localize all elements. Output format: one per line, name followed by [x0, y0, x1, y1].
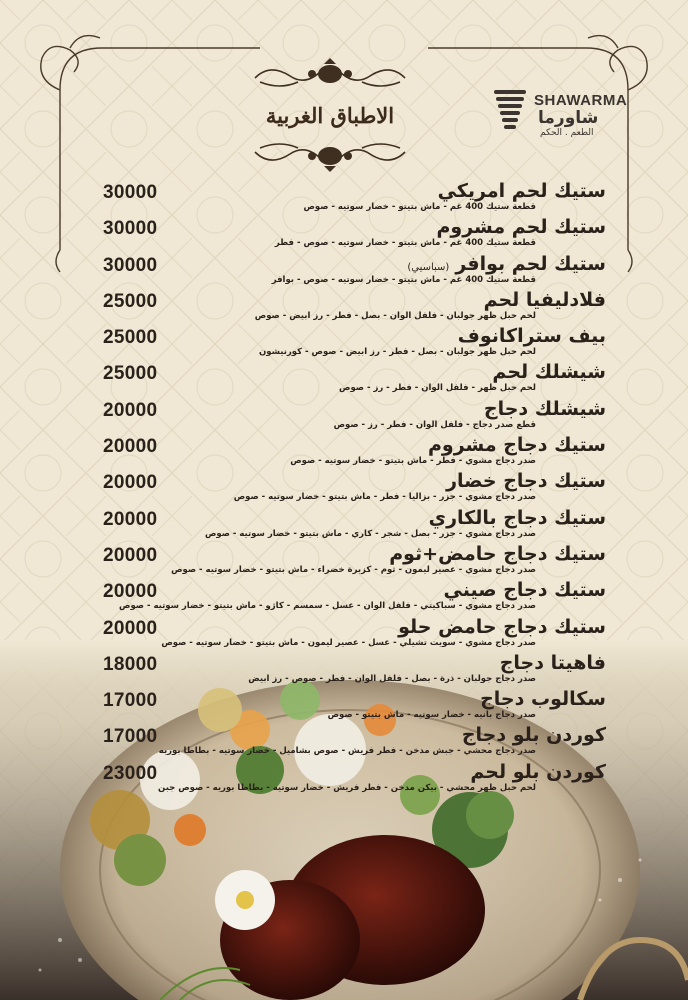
menu-item: [0, 577, 688, 613]
menu-item-price: 20000: [103, 617, 158, 639]
menu-item-name-text: شيشلك دجاج: [483, 397, 606, 420]
menu-item-name-text: ستيك دجاج حامض حلو: [398, 615, 606, 638]
menu-item-price: 25000: [103, 290, 158, 312]
menu-item-name-text: ستيك لحم بوافر: [455, 252, 606, 275]
logo-tagline: الطعم . الحكم: [540, 128, 594, 138]
menu-item-price: 23000: [103, 762, 158, 784]
menu-item-description: قطعة ستيك 400 غم - ماش بتيتو - خضار سوتيه - صوص - فطر: [274, 238, 536, 249]
menu-item-name: [444, 579, 606, 601]
menu-item-name: [462, 724, 606, 746]
menu-item-name-text: ستيك لحم امريكي: [437, 180, 606, 202]
menu-item-name-text: كوردن بلو دجاج: [461, 724, 606, 747]
menu-item: [0, 396, 688, 432]
menu-item: [0, 287, 688, 323]
menu-item-name: [429, 507, 606, 529]
menu-item-name: [398, 616, 606, 638]
menu-item-description: لحم حبل ظهر - فلفل الوان - فطر - رز - صوص: [339, 383, 536, 394]
menu-item-description: قطعة ستيك 400 غم - ماش بتيتو - خضار سوتيه - صوص: [303, 202, 536, 212]
page-title: الاطباق الغربية: [265, 103, 395, 128]
menu-item: [0, 359, 688, 395]
menu-item-note: (سباسيي): [407, 261, 450, 273]
menu-item-price: 20000: [103, 436, 158, 458]
menu-item-description: صدر دجاج بانيه - خضار سوتيه - ماش بتيتو - صوص: [327, 710, 536, 721]
menu-item-description: قطع صدر دجاج - فلفل الوان - فطر - رز - صوص: [333, 419, 536, 430]
menu-item-description: لحم حبل ظهر محشي - بيكن مدخن - فطر فريش - خضار سوتيه - بطاطا بوريه - صوص جبن: [158, 782, 536, 793]
logo-arabic: شاورما: [538, 108, 599, 128]
menu-item-description: لحم حبل ظهر جولبان - بصل - فطر - رز ابيض - صوص - كورنيشون: [259, 347, 536, 358]
menu-item-name-text: ستيك لحم مشروم: [436, 216, 606, 239]
menu-item-name-text: ستيك دجاج حامض+ثوم: [389, 542, 606, 565]
logo-english: SHAWARMA: [534, 92, 628, 109]
menu-item-name: [480, 688, 606, 710]
menu-item-description: قطعة ستيك 400 غم - ماش بتيتو - خضار سوتيه - صوص - بوافر: [271, 274, 536, 285]
menu-item-name: [492, 361, 606, 383]
menu-item-description: صدر دجاج محشي - جبش مدخن - فطر فريش - صوص بشاميل - خضار سوتيه - بطاطا بوريه: [158, 746, 536, 757]
menu-item-name-text: كوردن بلو لحم: [470, 760, 606, 783]
menu-item-price: 20000: [103, 544, 158, 566]
menu-item-price: 17000: [103, 690, 158, 712]
menu-item-name: [446, 470, 606, 492]
menu-item-price: 20000: [103, 508, 158, 530]
menu-item: [0, 251, 688, 287]
menu-item-description: صدر دجاج مشوي - سويت تشيلي - عسل - عصير ليمون - ماش بتيتو - خضار سوتيه - صوص: [161, 637, 536, 648]
menu-item-description: صدر دجاج مشوي - عصير ليمون - ثوم - كزبرة خضراء - ماش بتيتو - خضار سوتيه - صوص: [171, 564, 536, 575]
menu-item-price: 17000: [103, 726, 158, 748]
menu-item: [0, 686, 688, 722]
menu-item-name: [438, 180, 606, 202]
menu-item-name: [458, 325, 606, 347]
menu-item-price: 30000: [103, 254, 158, 276]
ornament-bottom: [250, 132, 410, 172]
menu-item: [0, 722, 688, 758]
menu-item-price: 20000: [103, 581, 158, 603]
menu-item-description: لحم حبل ظهر جولبان - فلفل الوان - بصل - فطر - رز ابيض - صوص: [254, 310, 536, 321]
menu-item: [0, 468, 688, 504]
menu-item: [0, 432, 688, 468]
menu-item: [0, 214, 688, 250]
menu-item-name: [484, 398, 606, 420]
brand-logo: [478, 86, 638, 146]
menu-item: [0, 759, 688, 795]
menu-item-price: 30000: [103, 218, 158, 240]
menu-item-name-text: ستيك دجاج خضار: [446, 470, 606, 493]
menu-item-price: 30000: [103, 182, 158, 203]
menu-item-name-text: سكالوب دجاج: [480, 688, 606, 711]
menu-item-name-text: ستيك دجاج بالكاري: [428, 506, 606, 529]
menu-item-name-text: ستيك دجاج مشروم: [427, 434, 606, 457]
shawarma-icon: [490, 88, 530, 136]
ornament-top: [250, 58, 410, 98]
menu-item-price: 18000: [103, 653, 158, 675]
menu-item: [0, 505, 688, 541]
menu-item-name-text: ستيك دجاج صيني: [443, 579, 606, 602]
section-title-block: [250, 58, 410, 168]
menu-item: [0, 178, 688, 214]
menu-item-name: [484, 289, 606, 311]
menu-item-description: صدر دجاج جولبان - ذرة - بصل - فلفل الوان - فطر - صوص - رز ابيض: [248, 673, 536, 684]
menu-item-description: صدر دجاج مشوي - جزر - بزاليا - فطر - ماش بتيتو - خضار سوتيه - صوص: [233, 492, 536, 503]
menu-item-description: صدر دجاج مشوي - فطر - ماش بتيتو - خضار سوتيه - صوص: [290, 456, 536, 467]
menu-item-price: 20000: [103, 472, 158, 494]
menu-item: [0, 614, 688, 650]
menu-item: [0, 323, 688, 359]
menu-item-name: [470, 761, 606, 783]
menu-item-name: [428, 434, 606, 456]
menu-item-name-text: فلادليفيا لحم: [483, 288, 606, 311]
menu-list: [0, 178, 688, 795]
menu-item-name: [500, 652, 606, 674]
menu-item-description: صدر دجاج مشوي - سباكيتي - فلفل الوان - عسل - سمسم - كاژو - ماش بتيتو - خضار سوتيه - صوص: [119, 601, 536, 612]
menu-item-name-text: شيشلك لحم: [492, 361, 606, 384]
menu-item: [0, 541, 688, 577]
menu-item: [0, 650, 688, 686]
menu-item-name: [437, 216, 607, 238]
menu-item-price: 25000: [103, 363, 158, 385]
menu-item-name: [389, 543, 606, 565]
menu-item-name-text: فاهيتا دجاج: [499, 651, 606, 674]
menu-item-name-text: بيف ستراكانوف: [457, 325, 606, 348]
menu-item-price: 20000: [103, 399, 158, 421]
menu-item-description: صدر دجاج مشوي - جزر - بصل - شجر - كاري - ماش بتيتو - خضار سوتيه - صوص: [204, 528, 536, 539]
menu-item-price: 25000: [103, 327, 158, 349]
